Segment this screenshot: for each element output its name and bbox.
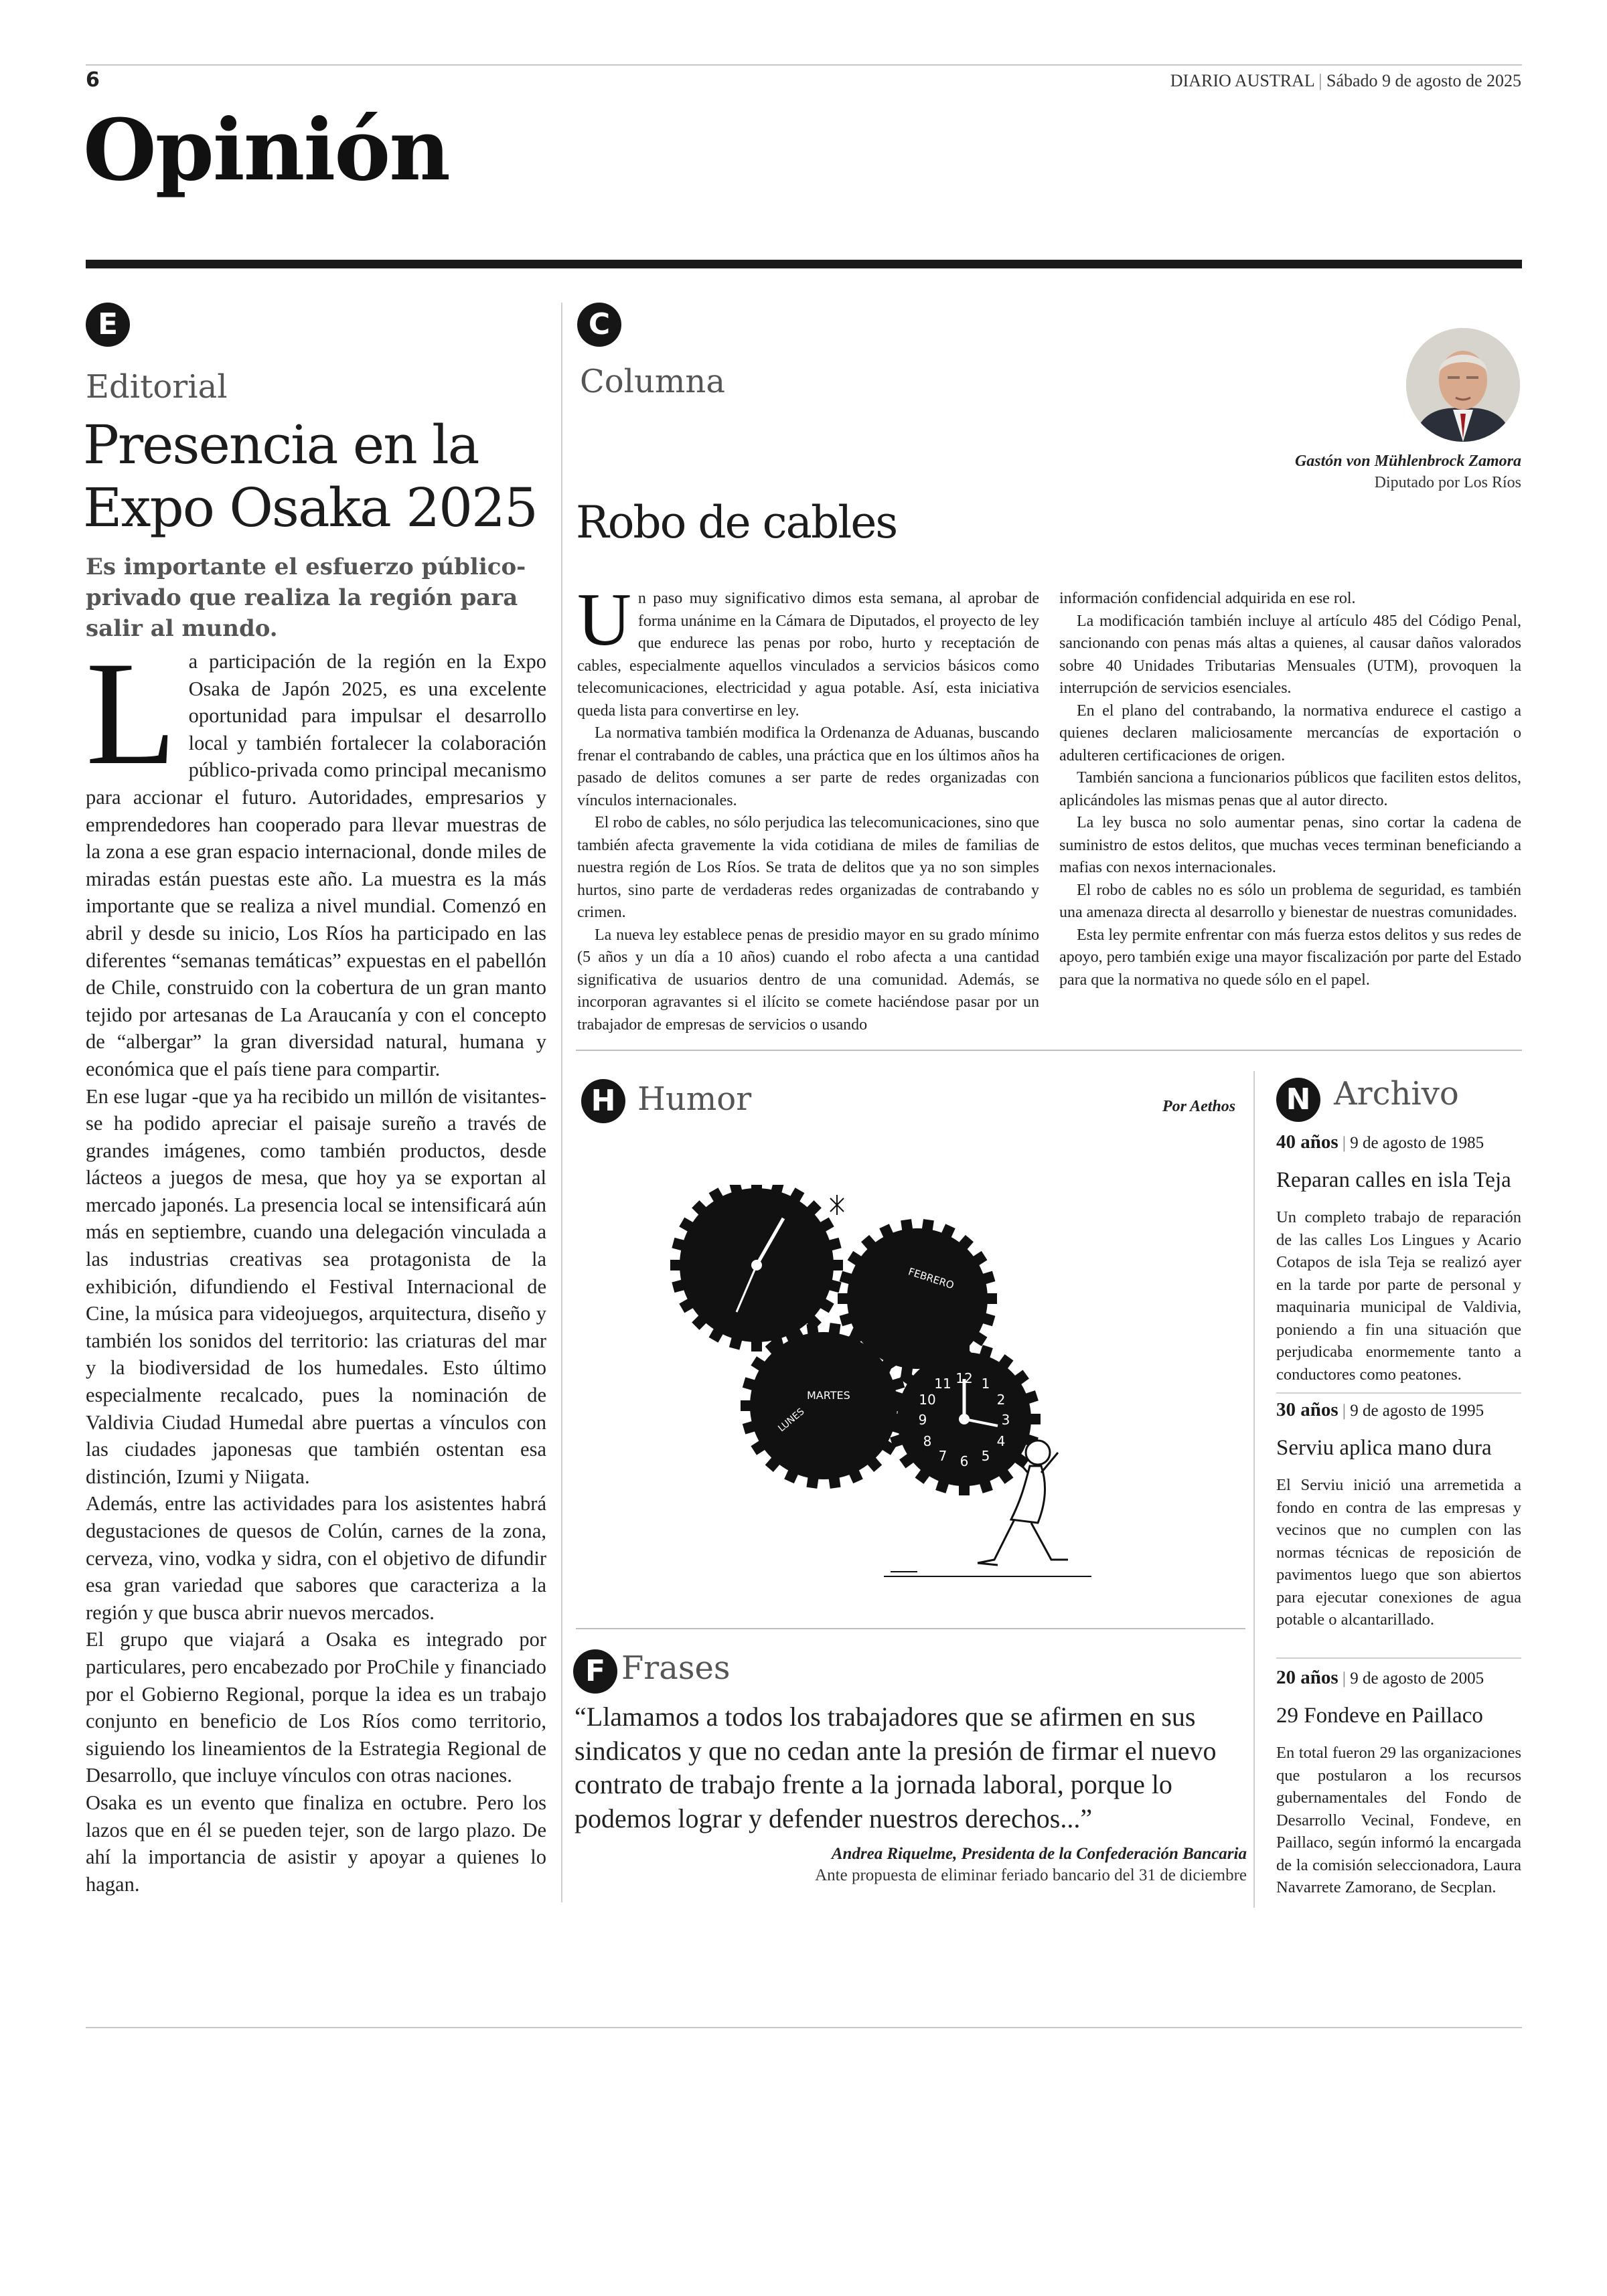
archivo-item-3-text: En total fueron 29 las organizaciones que postularon a los recursos gubernamentales del Fondo de Desarrollo Vecinal, Fondeve, en Paillaco, según informó la encargada de la comisión seleccionadora, Laura Navarrete Zamorano, de Secplan.: [1276, 1744, 1521, 1896]
clock-5: 5: [981, 1448, 990, 1464]
gear-tooth: [670, 1260, 681, 1270]
archivo-item-3-sep: |: [1338, 1669, 1351, 1688]
frases-badge: F: [573, 1649, 617, 1694]
cartoon-gears-illustration: [663, 1185, 1118, 1586]
clock-8: 8: [923, 1433, 932, 1449]
archivo-badge: N: [1276, 1078, 1320, 1122]
column-paragraph-5: información confidencial adquirida en ese rol.: [1059, 590, 1356, 607]
column-label: Columna: [580, 363, 725, 400]
frases-attribution: Andrea Riquelme, Presidenta de la Confederación Bancaria: [831, 1845, 1247, 1863]
editorial-body: [86, 631, 546, 1898]
gear-tooth: [741, 1400, 751, 1411]
archivo-item-2-date: 9 de agosto de 1995: [1350, 1402, 1484, 1420]
clock-10: 10: [919, 1392, 936, 1408]
archivo-item-2-meta: [1276, 1399, 1521, 1421]
archivo-item-1-text: Un completo trabajo de reparación de las calles Los Lingues y Acario Cotapos de isla Teja se realizó ayer en la tarde por parte de personal y maquinaria municipal de Valdivia, poniendo a fin una situación que perjudicaba enormemente tanto a conductores como peatones.: [1276, 1208, 1521, 1384]
gear-tooth: [922, 1366, 934, 1378]
page-number: 6: [86, 68, 100, 92]
clock-4: 4: [996, 1433, 1006, 1449]
archivo-item-3: [1276, 1667, 1521, 1899]
column-paragraph-11: Esta ley permite enfrentar con más fuerza estos delitos y sus redes de apoyo, pero también exige una mayor fiscalización por parte del Estado para que la normativa no quede sólo en el papel.: [1059, 926, 1521, 989]
column-paragraph-1: [577, 578, 1039, 722]
clock-6: 6: [960, 1453, 969, 1469]
archivo-item-2-headline: Serviu aplica mano dura: [1276, 1436, 1492, 1460]
archivo-item-3-date: 9 de agosto de 2005: [1350, 1669, 1484, 1688]
gear-tooth: [751, 1185, 762, 1190]
clock-7: 7: [938, 1448, 947, 1464]
clock-11: 11: [934, 1376, 951, 1392]
editorial-headline: [83, 414, 537, 540]
gear-tooth: [838, 1293, 848, 1304]
sparkle-mark: [830, 1195, 844, 1215]
clock-1: 1: [981, 1376, 990, 1392]
editorial-paragraph-5: Osaka es un evento que finaliza en octubre. Pero los lazos que en él se pueden tejer, son de largo plazo. De ahí la importancia de asistir y apoyar a quienes lo hagan.: [86, 1791, 546, 1896]
column-author-role: Diputado por Los Ríos: [1374, 474, 1521, 491]
editorial-deck: Es importante el esfuerzo público-privado que realiza la región para salir al mundo.: [86, 554, 526, 642]
editorial-paragraph-2: En ese lugar -que ya ha recibido un millón de visitantes- se ha podido apreciar el paisaje sureño a través de grandes imágenes, como también productos, desde lácteos a juegos de mesa, que hoy ya se exportan al mercado japonés. La presencia local se intensificará aún más en septiembre, cuando una delegación vinculada a las industrias creativas sea protagonista de la exhibición, difundiendo el Festival Internacional de Cine, la música para videojuegos, arquitectura, diseño y también los sonidos del territorio: las criaturas del mar y la biodiversidad de los humedales. Esto último especialmente recalcado, pues la nominación de Valdivia Ciudad Humedal abre puertas a vínculos con las ciudades japonesas que también ostentan esa distinción, Izumi y Niigata.: [86, 1084, 546, 1488]
gear-tooth: [806, 1323, 818, 1335]
archivo-item-2-text: El Serviu inició una arremetida a fondo en contra de las empresas y vecinos que no cumplen con las normas técnicas de reposición de pavimentos luego que son abiertos para ejecutar conexiones de agua potable o alcantarillado.: [1276, 1476, 1521, 1629]
gear-tooth: [922, 1219, 934, 1231]
newspaper-name: DIARIO AUSTRAL: [1170, 71, 1314, 90]
archivo-item-3-meta: [1276, 1667, 1521, 1689]
archivo-item-1-years: 40 años: [1276, 1131, 1338, 1153]
gear-tooth: [959, 1343, 970, 1354]
archivo-rule-1: [1276, 1392, 1521, 1394]
gear-tooth: [751, 1341, 762, 1351]
gear-tooth: [901, 1219, 913, 1231]
gear-tooth: [959, 1485, 970, 1495]
frases-quote: “Llamamos a todos los trabajadores que se afirmen en sus sindicatos y que no cedan ante la presión de firmar el nuevo contrato de trabajo frente a la jornada laboral, porque lo podemos lograr y defender nuestros derechos...”: [575, 1702, 1217, 1833]
column-badge: C: [577, 303, 621, 347]
issue-date: Sábado 9 de agosto de 2025: [1326, 71, 1521, 90]
column-drop-cap: U: [577, 578, 631, 661]
column-text-right: [1059, 588, 1521, 991]
archivo-item-1: [1276, 1131, 1521, 1386]
column-paragraph-8: También sanciona a funcionarios públicos que faciliten estos delitos, aplicándoles las mismas penas que al autor directo.: [1059, 769, 1521, 809]
gear-label-febrero: FEBRERO: [907, 1265, 955, 1292]
humor-bottom-rule: [576, 1628, 1245, 1629]
author-photo: [1406, 328, 1520, 442]
frases-label: Frases: [621, 1649, 731, 1687]
column-paragraph-9: La ley busca no solo aumentar penas, sino cortar la cadena de suministro de estos delitos, que muchas veces terminan beneficiando a mafias con nexos internacionales.: [1059, 814, 1521, 876]
gear-tooth: [806, 1477, 818, 1489]
archivo-item-3-years: 20 años: [1276, 1667, 1338, 1688]
archivo-item-1-meta: [1276, 1131, 1521, 1153]
masthead-separator: |: [1318, 71, 1326, 90]
editorial-first-paragraph: a participación de la región en la Expo Osaka de Japón 2025, es una excelente oportunidad para impulsar el desarrollo local y también fortalecer la colaboración público-privada como principal mecanismo para accionar el futuro. Autoridades, empresarios y emprendedores han cooperado para llevar muestras de la zona a ese gran espacio internacional, donde miles de miradas están puestas este año. La muestra es la más importante que se realiza a nivel mundial. Comenzó en abril y desde su inicio, Los Ríos ha participado en las diferentes “semanas temáticas” expuestas en el pabellón de Chile, construido con la cobertura de un gran manto tejido por artesanas de La Araucanía y con el concepto de “albergar” la gran diversidad natural, humana y económica que el país tiene para compartir.: [86, 650, 546, 1080]
gear-tooth: [888, 1414, 899, 1424]
humor-badge: H: [581, 1079, 625, 1123]
clock-9: 9: [918, 1412, 927, 1428]
gear-tooth: [986, 1293, 997, 1304]
author-portrait-illustration: [1406, 328, 1520, 442]
editorial-paragraph-3: Además, entre las actividades para los asistentes habrá degustaciones de quesos de Colún, carnes de la zona, cerveza, vino, vodka y sidra, con el objetivo de difundir esa gran variedad que sabores que caracteriza a la región y que busca abrir nuevos mercados.: [86, 1492, 546, 1624]
archivo-item-3-headline: 29 Fondeve en Paillaco: [1276, 1704, 1483, 1728]
humor-label: Humor: [637, 1080, 752, 1118]
column-headline: Robo de cables: [576, 497, 897, 548]
humor-cartoon: [663, 1185, 1118, 1586]
archivo-item-2: [1276, 1399, 1521, 1631]
column-paragraph-2: La normativa también modifica la Ordenanza de Aduanas, buscando frenar el contrabando de cables, una práctica que en los últimos años ha pasado de delitos comunes a ser parte de redes organizadas con vínculos internacionales.: [577, 724, 1039, 809]
archivo-item-2-years: 30 años: [1276, 1399, 1338, 1420]
clock-2: 2: [996, 1392, 1006, 1408]
gear-tooth: [828, 1477, 840, 1489]
editorial-drop-cap: L: [86, 631, 177, 796]
archivo-item-1-headline: Reparan calles en isla Teja: [1276, 1168, 1511, 1192]
top-hairline: [86, 64, 1522, 66]
editorial-paragraph-1: [86, 631, 546, 1083]
frases-context: Ante propuesta de eliminar feriado bancario del 31 de diciembre: [815, 1866, 1247, 1884]
humor-byline: Por Aethos: [1162, 1098, 1236, 1115]
column-text-left: [577, 578, 1039, 1036]
gear-label-martes: MARTES: [807, 1389, 850, 1402]
column-bottom-rule: [576, 1050, 1522, 1051]
archivo-label: Archivo: [1334, 1075, 1459, 1113]
column-paragraph-7: En el plano del contrabando, la normativa endurece el castigo a quienes declaren maliciosamente mercancías de exportación o adulteren certificaciones de origen.: [1059, 702, 1521, 764]
section-title: Opinión: [83, 100, 449, 199]
editorial-headline-line2: Expo Osaka 2025: [83, 477, 537, 539]
masthead-line: [1170, 71, 1521, 91]
editorial-label: Editorial: [86, 368, 228, 406]
section-rule: [86, 260, 1522, 268]
gear-tooth: [832, 1260, 843, 1270]
page-bottom-rule: [86, 2027, 1522, 2028]
archivo-rule-2: [1276, 1657, 1521, 1659]
column-paragraph-6: La modificación también incluye al artículo 485 del Código Penal, sancionando con penas más altas a quienes, al causar daños valorados sobre 40 Unidades Tributarias Mensuales (UTM), provoquen la interrupción de servicios esenciales.: [1059, 612, 1521, 697]
column-first-paragraph: n paso muy significativo dimos esta semana, al aprobar de forma unánime en la Cámara de Diputados, el proyecto de ley que endurece las penas por robo, hurto y receptación de cables, especialmente aquellos vinculados a servicios básicos como telecomunicaciones, electricidad y agua potable. Así, esta iniciativa queda lista para convertirse en ley.: [577, 590, 1039, 720]
column-paragraph-3: El robo de cables, no sólo perjudica las telecomunicaciones, sino que también afecta gravemente la vida cotidiana de miles de familias de nuestra región de Los Ríos. Se trata de delitos que ya no son simples hurtos, sino parte de verdaderas redes organizadas de contrabando y crimen.: [577, 814, 1039, 921]
column-paragraph-10: El robo de cables no es sólo un problema de seguridad, es también una amenaza directa al desarrollo y bienestar de nuestras comunidades.: [1059, 881, 1521, 921]
gear-label-lunes: LUNES: [776, 1406, 807, 1434]
editorial-paragraph-4: El grupo que viajará a Osaka es integrado por particulares, pero encabezado por ProChile y financiado por el Gobierno Regional, porque la idea es un trabajo conjunto en beneficio de Los Ríos como territorio, siguiendo los lineamientos de la Estrategia Regional de Desarrollo, que incluye vínculos con otras naciones.: [86, 1628, 546, 1787]
divider-editorial-column: [561, 303, 562, 1902]
divider-humor-archivo: [1253, 1071, 1255, 1908]
column-paragraph-4: La nueva ley establece penas de presidio mayor en su grado mínimo (5 años y un día a 10 años) cuando el robo afecta a una cantidad significativa de usuarios dentro de una comunidad. Además, se incorporan agravantes si el ilícito se comete haciéndose pasar por un trabajador de empresas de servicios o usando: [577, 926, 1039, 1034]
editorial-badge: E: [86, 303, 130, 347]
gear-tooth: [828, 1323, 840, 1335]
archivo-item-1-sep: |: [1338, 1134, 1351, 1152]
clock-12: 12: [955, 1370, 973, 1386]
gear-tooth: [1030, 1414, 1041, 1424]
column-author: Gastón von Mühlenbrock Zamora: [1294, 453, 1521, 470]
archivo-item-1-date: 9 de agosto de 1985: [1350, 1134, 1484, 1152]
archivo-item-2-sep: |: [1338, 1402, 1351, 1420]
editorial-headline-line1: Presencia en la: [83, 414, 479, 476]
clock-3: 3: [1001, 1412, 1010, 1428]
